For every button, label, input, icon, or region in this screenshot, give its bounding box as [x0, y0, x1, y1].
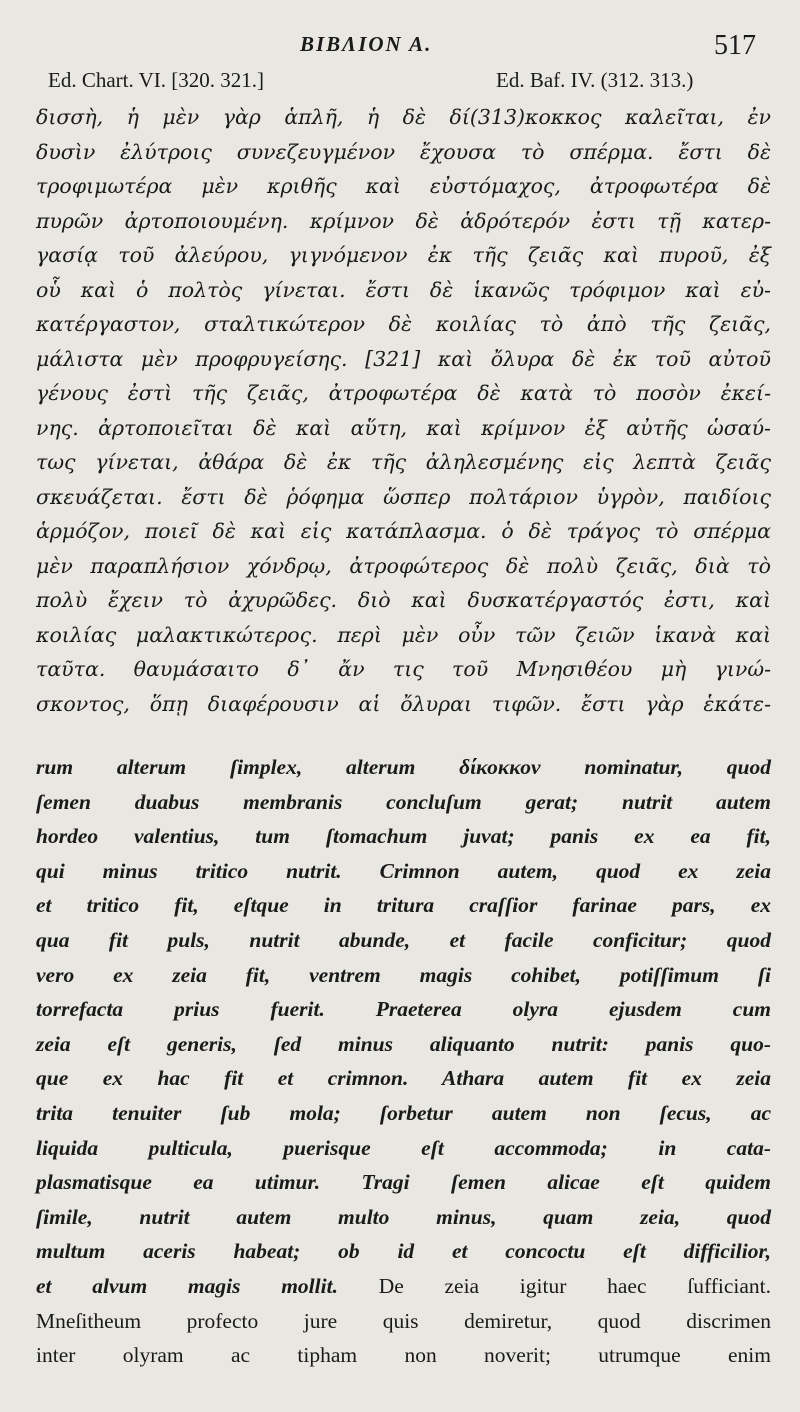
- latin-translation-block: [36, 750, 771, 1373]
- latin-mixed-line: [36, 1269, 771, 1304]
- latin-text-line: plasmatisque ea utimur. Tragi ſemen alicae eſt quidem: [36, 1170, 771, 1195]
- latin-text-line: ſemen duabus membranis concluſum gerat; nutrit autem: [36, 789, 771, 814]
- greek-text-line: τως γίνεται, ἀθάρα δὲ ἐκ τῆς ἀληλεσμένης εἰς λεπτὰ ζειᾶς: [36, 450, 771, 474]
- latin-italic-segment: et alvum magis mollit.: [36, 1273, 338, 1298]
- greek-text-line: κοιλίας μαλακτικώτερος. περὶ μὲν οὖν τῶν ζειῶν ἱκανὰ καὶ: [36, 622, 771, 647]
- running-title: ΒΙΒΛΙΟΝ Α.: [300, 32, 433, 56]
- greek-text-line: πυρῶν ἀρτοποιουμένη. κρίμνον δὲ ἁδρότερόν ἐστι τῇ κατερ-: [36, 208, 771, 233]
- latin-text-line: torrefacta prius fuerit. Praeterea olyra ejusdem cum: [36, 997, 771, 1022]
- latin-text-line: qua fit puls, nutrit abunde, et facile conficitur; quod: [36, 927, 771, 952]
- latin-text-line: qui minus tritico nutrit. Crimnon autem, quod ex zeia: [36, 858, 771, 883]
- greek-text-line: ἁρμόζον, ποιεῖ δὲ καὶ εἰς κατάπλασμα. ὁ δὲ τράγος τὸ σπέρμα: [36, 519, 771, 543]
- latin-text-line: trita tenuiter ſub mola; ſorbetur autem non ſecus, ac: [36, 1100, 771, 1125]
- greek-text-line: σκοντος, ὅπῃ διαφέρουσιν αἱ ὄλυραι τιφῶν. ἔστι γὰρ ἑκάτε-: [36, 691, 771, 716]
- latin-text-line: zeia eſt generis, ſed minus aliquanto nutrit: panis quo-: [36, 1031, 771, 1056]
- greek-text-line: τροφιμωτέρα μὲν κριθῆς καὶ εὐστόμαχος, ἀτροφωτέρα δὲ: [36, 174, 771, 198]
- edition-chart-reference: Ed. Chart. VI. [320. 321.]: [48, 68, 264, 92]
- latin-text-line: et tritico fit, eſtque in tritura craſſior farinae pars, ex: [36, 893, 771, 918]
- greek-text-line: μάλιστα μὲν προφρυγείσης. [321] καὶ ὄλυρα δὲ ἐκ τοῦ αὐτοῦ: [36, 346, 771, 371]
- greek-text-line: γασίᾳ τοῦ ἀλεύρου, γιγνόμενον ἐκ τῆς ζειᾶς καὶ πυροῦ, ἐξ: [36, 243, 771, 267]
- latin-text-line: multum aceris habeat; ob id et concoctu eſt difficilior,: [36, 1239, 771, 1264]
- running-head: [0, 30, 800, 66]
- latin-text-line: que ex hac fit et crimnon. Athara autem fit ex zeia: [36, 1066, 771, 1091]
- latin-roman-segment: De zeia igitur haec ſufficiant.: [378, 1273, 771, 1298]
- greek-text-line: νης. ἀρτοποιεῖται δὲ καὶ αὕτη, καὶ κρίμνον ἐξ αὐτῆς ὡσαύ-: [36, 415, 771, 440]
- greek-text-line: σκευάζεται. ἔστι δὲ ῥόφημα ὥσπερ πολτάριον ὑγρὸν, παιδίοις: [36, 484, 771, 509]
- edition-basel-reference: Ed. Baf. IV. (312. 313.): [496, 68, 694, 92]
- greek-text-line: πολὺ ἔχειν τὸ ἀχυρῶδες. διὸ καὶ δυσκατέργαστός ἐστι, καὶ: [36, 588, 771, 612]
- edition-reference-line: [0, 68, 800, 98]
- greek-text-line: κατέργαστον, σταλτικώτερον δὲ κοιλίας τὸ ἀπὸ τῆς ζειᾶς,: [36, 312, 771, 336]
- greek-text-block: [36, 100, 771, 721]
- greek-text-line: γένους ἐστὶ τῆς ζειᾶς, ἀτροφωτέρα δὲ κατὰ τὸ ποσὸν ἐκεί-: [36, 381, 771, 405]
- latin-text-line: ſimile, nutrit autem multo minus, quam zeia, quod: [36, 1204, 771, 1229]
- greek-text-line: μὲν παραπλήσιον χόνδρῳ, ἀτροφώτερος δὲ πολὺ ζειᾶς, διὰ τὸ: [36, 553, 771, 578]
- greek-text-line: δισσὴ, ἡ μὲν γὰρ ἁπλῆ, ἡ δὲ δί(313)κοκκος καλεῖται, ἐν: [36, 105, 771, 129]
- latin-text-line: rum alterum ſimplex, alterum δίκοκκον nominatur, quod: [36, 755, 771, 779]
- greek-text-line: δυσὶν ἐλύτροις συνεζευγμένον ἔχουσα τὸ σπέρμα. ἔστι δὲ: [36, 139, 771, 164]
- greek-text-line: ταῦτα. θαυμάσαιτο δ᾽ ἄν τις τοῦ Μνησιθέου μὴ γινώ-: [36, 657, 771, 681]
- greek-text-line: οὗ καὶ ὁ πολτὸς γίνεται. ἔστι δὲ ἱκανῶς τρόφιμον καὶ εὐ-: [36, 277, 771, 302]
- latin-text-line: hordeo valentius, tum ſtomachum juvat; panis ex ea fit,: [36, 824, 771, 849]
- latin-text-line: liquida pulticula, puerisque eſt accommoda; in cata-: [36, 1135, 771, 1160]
- latin-roman-line: inter olyram ac tipham non noverit; utrumque enim: [36, 1343, 771, 1368]
- latin-text-line: vero ex zeia fit, ventrem magis cohibet, potiſſimum ſi: [36, 962, 771, 987]
- page-number: 517: [714, 30, 756, 61]
- latin-roman-line: Mneſitheum profecto jure quis demiretur, quod discrimen: [36, 1308, 771, 1333]
